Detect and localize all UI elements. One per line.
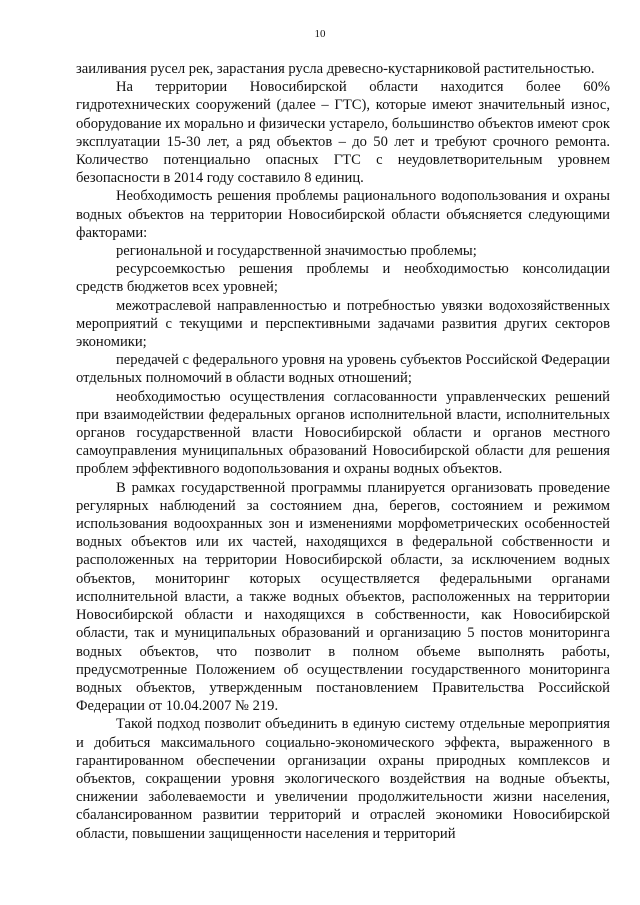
- page-number: 10: [314, 28, 326, 40]
- list-item-1: региональной и государственной значимостью проблемы;: [116, 243, 477, 260]
- paragraph-3: Необходимость решения проблемы рационального водопользования и охраны водных объектов на территории Новосибирской области объясняется следующими факторами:: [76, 188, 610, 241]
- paragraph-2: На территории Новосибирской области находится более 60% гидротехнических сооружений (далее – ГТС), которые имеют значительный износ, оборудование их морально и физически устарело, большинство объектов имеют срок эксплуатации 15-30 лет, а ряд объектов – до 50 лет и требуют срочного ремонта. Количество потенциально опасных ГТС с неудовлетворительным уровнем безопасности в 2014 году составило 8 единиц.: [76, 79, 610, 187]
- list-item-5: необходимостью осуществления согласованности управленческих решений при взаимодействии федеральных органов исполнительной власти, исполнительных органов государственной власти Новосибирской области и органов местного самоуправления муниципальных образований Новосибирской области для решения проблем эффективного водопользования и охраны водных объектов.: [76, 388, 610, 478]
- paragraph-4: В рамках государственной программы планируется организовать проведение регулярных наблюдений за состоянием дна, берегов, состоянием и режимом использования водоохранных зон и изменениями морфометрических особенностей водных объектов или их частей, находящихся в федеральной собственности и расположенных на территории Новосибирской области, за исключением водных объектов, мониторинг которых осуществляется федеральными органами исполнительной власти, а также водных объектов, расположенных на территории Новосибирской области и находящихся в собственности, как Новосибирской области, так и муниципальных образований и организацию 5 постов мониторинга водных объектов, что позволит в полном объеме выполнять работы, предусмотренные Положением об осуществлении государственного мониторинга водных объектов, утвержденным постановлением Правительства Российской Федерации от 10.04.2007 № 219.: [76, 479, 610, 715]
- list-item-4: передачей с федерального уровня на уровень субъектов Российской Федерации отдельных полномочий в области водных отношений;: [76, 352, 610, 387]
- document-body: [76, 60, 610, 843]
- list-item-3: межотраслевой направленностью и потребностью увязки водохозяйственных мероприятий с текущими и перспективными задачами развития других секторов экономики;: [76, 297, 610, 351]
- list-item-2: ресурсоемкостью решения проблемы и необходимостью консолидации средств бюджетов всех уровней;: [76, 261, 610, 296]
- paragraph-5: Такой подход позволит объединить в единую систему отдельные мероприятия и добиться максимального социально-экономического эффекта, выраженного в гарантированном обеспечении организации охраны природных комплексов и объектов, сокращении уровня экологического воздействия на водные объекты, снижении заболеваемости и увеличении продолжительности жизни населения, сбалансированном развитии территорий и отраслей экономики Новосибирской области, повышении защищенности населения и территорий: [76, 716, 610, 842]
- paragraph-1: заиливания русел рек, зарастания русла древесно-кустарниковой растительностью.: [76, 61, 595, 77]
